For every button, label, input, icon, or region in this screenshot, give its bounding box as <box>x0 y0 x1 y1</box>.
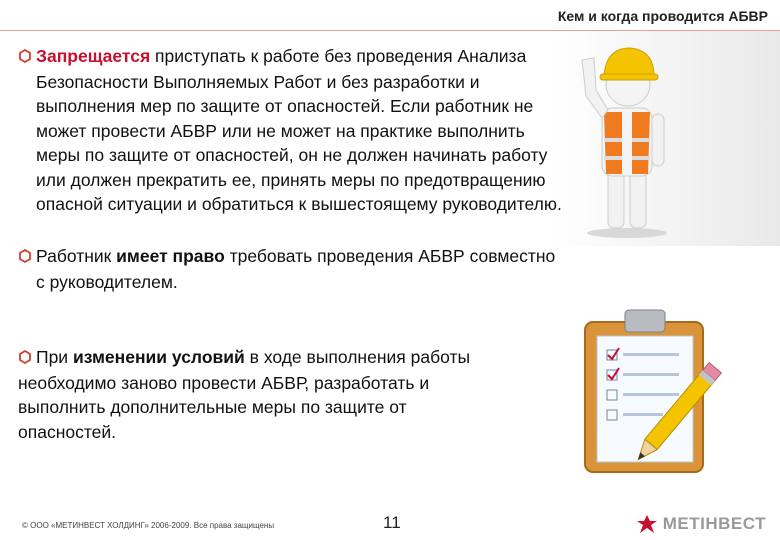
emphasis-prohibited: Запрещается <box>36 46 151 66</box>
emphasis-right: имеет право <box>116 246 225 266</box>
paragraph-conditions-change <box>18 345 538 444</box>
text-line: опасностей. <box>18 421 117 442</box>
bullet-icon <box>18 45 34 70</box>
footer <box>0 506 780 540</box>
clipboard-icon <box>555 300 755 480</box>
paragraph-prohibition <box>18 44 638 217</box>
page-title: Кем и когда проводится АБВР <box>557 8 768 24</box>
text-segment: При <box>36 347 73 367</box>
text-line: или должен прекратить ее, принять меры по предотвращению <box>36 169 546 190</box>
copyright-text: © ООО «МЕТИНВЕСТ ХОЛДИНГ» 2006-2009. Все права защищены <box>22 521 275 530</box>
text-line: выполнить дополнительные меры по защите от <box>18 397 407 417</box>
logo-text: МЕТІНВЕСТ <box>662 514 766 533</box>
page-number: 11 <box>383 513 401 532</box>
text-line: опасной ситуации и обратиться к вышестоящему руководителю. <box>36 194 562 214</box>
text-line: выполнения мер по защите от опасностей. Если работник не <box>36 96 534 116</box>
emphasis-conditions: изменении условий <box>72 347 245 367</box>
bullet-icon <box>18 346 34 371</box>
company-logo <box>636 514 766 534</box>
text-line: может провести АБВР или не может на практике выполнить <box>36 120 525 141</box>
bullet-icon <box>18 245 34 270</box>
paragraph-right <box>18 244 638 294</box>
text-segment: в ходе выполнения работы <box>244 347 471 367</box>
logo-icon <box>636 514 658 534</box>
text-line: приступать к работе без проведения Анализа <box>150 46 527 66</box>
text-line: Безопасности Выполняемых Работ и без разработки и <box>36 71 480 92</box>
text-line: необходимо заново провести АБВР, разработать и <box>18 372 430 393</box>
text-segment: требовать проведения АБВР совместно <box>224 246 556 266</box>
text-line: меры по защите от опасностей, он не должен начинать работу <box>36 145 548 165</box>
text-line: с руководителем. <box>36 271 178 292</box>
text-segment: Работник <box>36 246 117 266</box>
